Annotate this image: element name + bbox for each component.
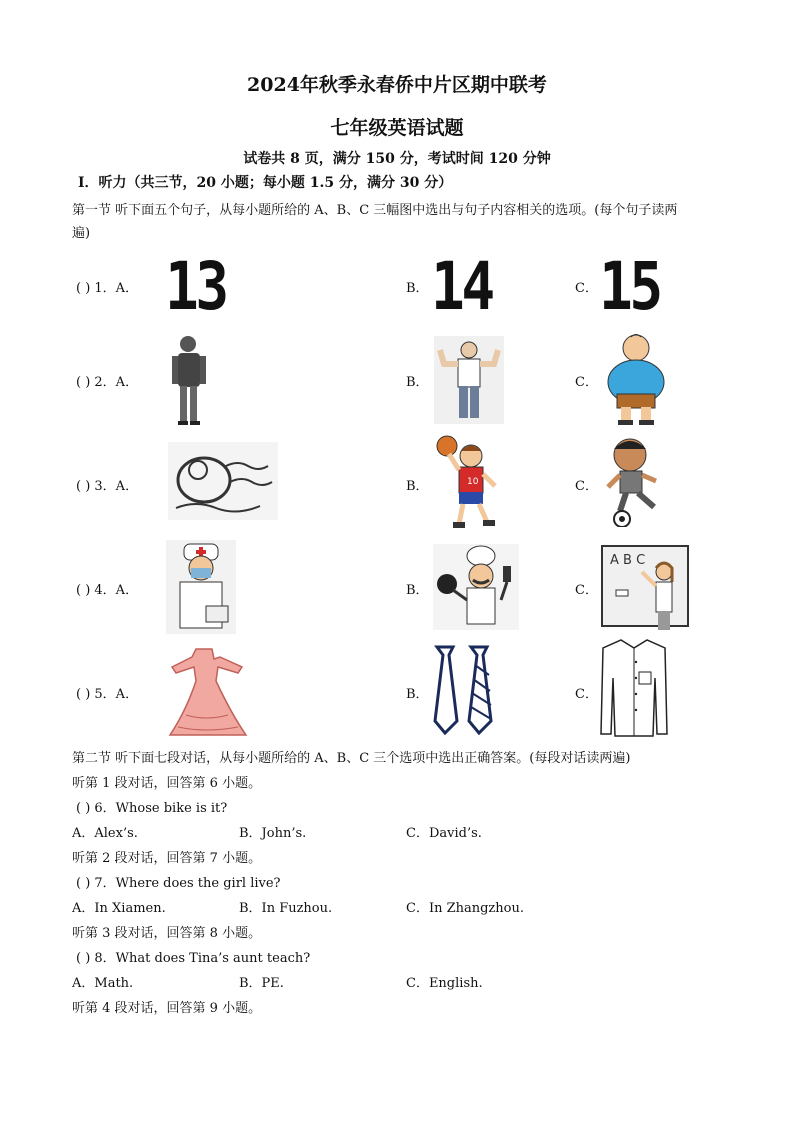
dialogue-3-intro: 听第 3 段对话，回答第 8 小题。 [72, 926, 262, 941]
basketball-boy-image [431, 434, 507, 532]
question-5-option-c: C． [575, 687, 598, 702]
question-8-option-c: C．English. [406, 976, 483, 991]
chef-image [433, 544, 519, 630]
question-1-option-c: C． [575, 281, 598, 296]
ties-image [431, 645, 497, 737]
section2-instruction: 第二节 听下面七段对话，从每小题所给的 A、B、C 三个选项中选出正确答案。(每段对话读两遍) [72, 751, 631, 766]
strong-man-image [434, 336, 504, 424]
tall-thin-man-image [168, 334, 216, 426]
question-8-option-a: A．Math. [72, 976, 134, 991]
digital-15-image: 15 [599, 248, 660, 325]
question-7-option-c: C．In Zhangzhou. [406, 901, 524, 916]
question-1-label: ( ) 1．A． [76, 281, 139, 296]
shirt-image [599, 638, 669, 740]
question-2-option-c: C． [575, 375, 598, 390]
teacher-image [600, 542, 690, 632]
question-6-option-a: A．Alex’s. [72, 826, 138, 841]
question-5-label: ( ) 5．A． [76, 687, 139, 702]
digital-14-image: 14 [431, 248, 492, 325]
question-3-label: ( ) 3．A． [76, 479, 139, 494]
dialogue-4-intro: 听第 4 段对话，回答第 9 小题。 [72, 1001, 262, 1016]
swimming-image [168, 442, 278, 520]
exam-title: 2024年秋季永春侨中片区期中联考 [247, 74, 547, 96]
part1-heading: Ⅰ．听力（共三节，20 小题；每小题 1.5 分，满分 30 分） [78, 175, 453, 191]
question-8: ( ) 8．What does Tina’s aunt teach? [76, 951, 311, 966]
question-4-option-b: B． [406, 583, 429, 598]
question-3-option-b: B． [406, 479, 429, 494]
dialogue-2-intro: 听第 2 段对话，回答第 7 小题。 [72, 851, 262, 866]
question-7-option-a: A．In Xiamen. [72, 901, 166, 916]
question-7-option-b: B．In Fuzhou. [239, 901, 333, 916]
question-3-option-c: C． [575, 479, 598, 494]
question-2-label: ( ) 2．A． [76, 375, 139, 390]
question-5-option-b: B． [406, 687, 429, 702]
digital-13-image: 13 [165, 248, 226, 325]
question-4-option-c: C． [575, 583, 598, 598]
exam-info: 试卷共 8 页，满分 150 分，考试时间 120 分钟 [243, 151, 551, 167]
section1-instruction-cont: 遍) [72, 226, 91, 241]
svg-text:A B C: A B C [610, 553, 646, 568]
svg-text:10: 10 [467, 477, 479, 487]
question-8-option-b: B．PE. [239, 976, 284, 991]
dress-image [166, 645, 248, 739]
soccer-boy-image [600, 435, 672, 527]
question-2-option-b: B． [406, 375, 429, 390]
question-1-option-b: B． [406, 281, 429, 296]
doctor-image [166, 540, 236, 634]
question-6-option-b: B．John’s. [239, 826, 307, 841]
exam-subtitle: 七年级英语试题 [330, 117, 464, 139]
question-6-option-c: C．David’s. [406, 826, 482, 841]
question-4-label: ( ) 4．A． [76, 583, 139, 598]
question-7: ( ) 7．Where does the girl live? [76, 876, 281, 891]
question-6: ( ) 6．Whose bike is it? [76, 801, 228, 816]
section1-instruction: 第一节 听下面五个句子，从每小题所给的 A、B、C 三幅图中选出与句子内容相关的选项。(每个句子读两 [72, 203, 678, 218]
dialogue-1-intro: 听第 1 段对话，回答第 6 小题。 [72, 776, 262, 791]
fat-boy-image [601, 332, 671, 426]
